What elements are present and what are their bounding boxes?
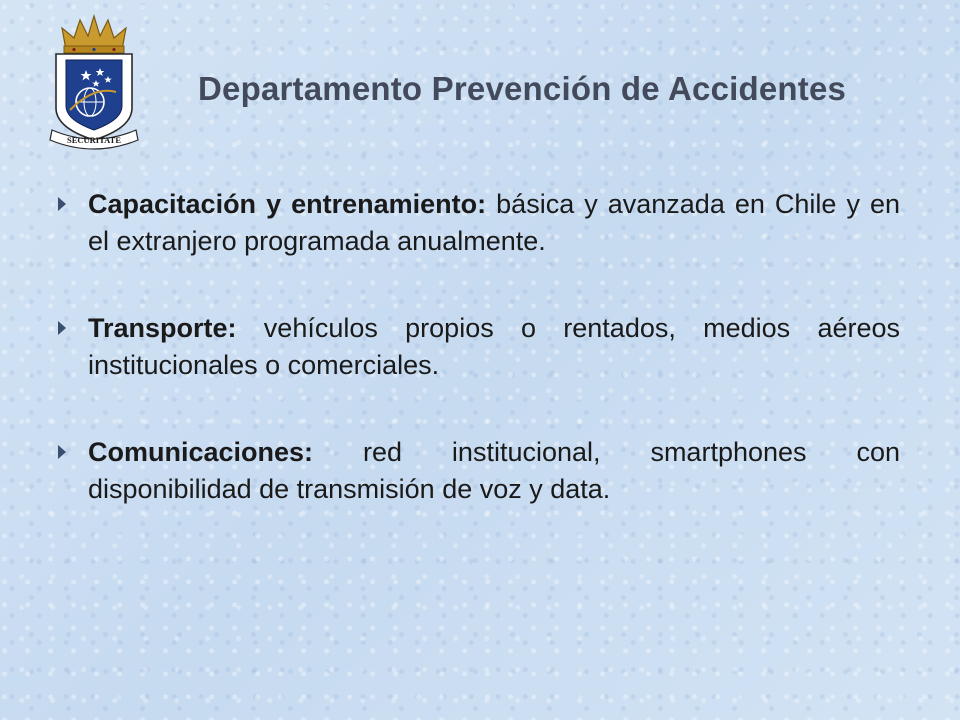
page-title: Departamento Prevención de Accidentes xyxy=(198,70,847,107)
list-item xyxy=(56,186,900,260)
svg-text:SECURITATE: SECURITATE xyxy=(66,135,122,145)
bullet-list xyxy=(56,186,900,558)
dgac-crest-logo xyxy=(44,10,144,150)
bullet-body: vehículos propios o rentados, medios aéreos institucionales o comerciales. xyxy=(88,313,900,380)
bullet-text xyxy=(88,310,900,384)
bullet-arrow-icon xyxy=(56,186,88,217)
bullet-body: básica y avanzada en Chile y en el extranjero programada anualmente. xyxy=(88,189,900,256)
bullet-text xyxy=(88,186,900,260)
bullet-lead: Capacitación y entrenamiento: xyxy=(88,189,487,219)
list-item xyxy=(56,310,900,384)
bullet-arrow-icon xyxy=(56,434,88,465)
bullet-arrow-icon xyxy=(56,310,88,341)
bullet-body: red institucional, smartphones con disponibilidad de transmisión de voz y data. xyxy=(88,437,900,504)
bullet-lead: Comunicaciones: xyxy=(88,437,314,467)
bullet-text xyxy=(88,434,900,508)
crown-icon xyxy=(62,16,126,53)
bullet-lead: Transporte: xyxy=(88,313,237,343)
list-item xyxy=(56,434,900,508)
